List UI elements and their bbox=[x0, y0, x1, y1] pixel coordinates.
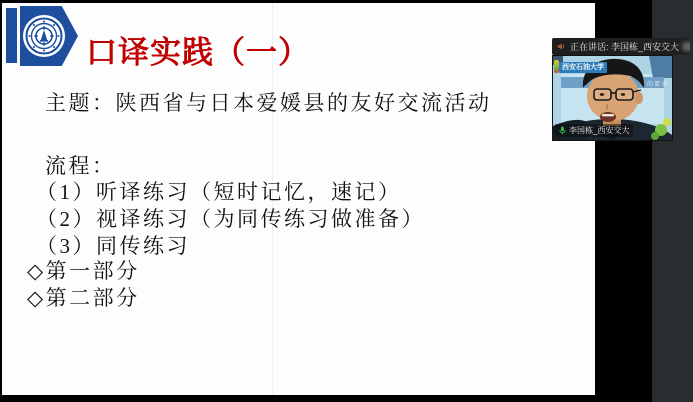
slide-step-3: （3）同传练习 bbox=[36, 234, 190, 258]
speaker-icon bbox=[557, 42, 566, 51]
slide-step-2: （2）视译练习（为同传练习做准备） bbox=[36, 207, 425, 231]
speaking-indicator-text: 正在讲话: 李国栋_西安交大 bbox=[570, 42, 680, 52]
projected-slide-banner: 西安石油大学 bbox=[559, 62, 607, 73]
slide-process-label: 流程： bbox=[45, 154, 116, 178]
projected-slide-fragment: 的要求 bbox=[646, 82, 668, 88]
university-emblem-icon bbox=[23, 15, 65, 57]
slide-step-1: （1）听译练习（短时记忆，速记） bbox=[36, 180, 402, 204]
slide-part-2: ◇第二部分 bbox=[27, 286, 140, 310]
slide-part-1: ◇第一部分 bbox=[27, 259, 140, 283]
mic-icon bbox=[559, 126, 566, 135]
speaking-indicator bbox=[552, 38, 690, 55]
university-logo bbox=[6, 6, 78, 66]
slide-title: 口译实践（一） bbox=[86, 35, 310, 70]
shared-slide bbox=[2, 3, 595, 395]
participant-name: 李国栋_西安交大 bbox=[569, 126, 630, 135]
blurred-text-region bbox=[682, 42, 690, 51]
participant-name-tag bbox=[555, 124, 633, 137]
logo-bar bbox=[6, 8, 17, 63]
speaker-video-thumbnail[interactable] bbox=[552, 55, 673, 141]
slide-topic-line: 主题：陕西省与日本爱媛县的友好交流活动 bbox=[45, 91, 492, 115]
